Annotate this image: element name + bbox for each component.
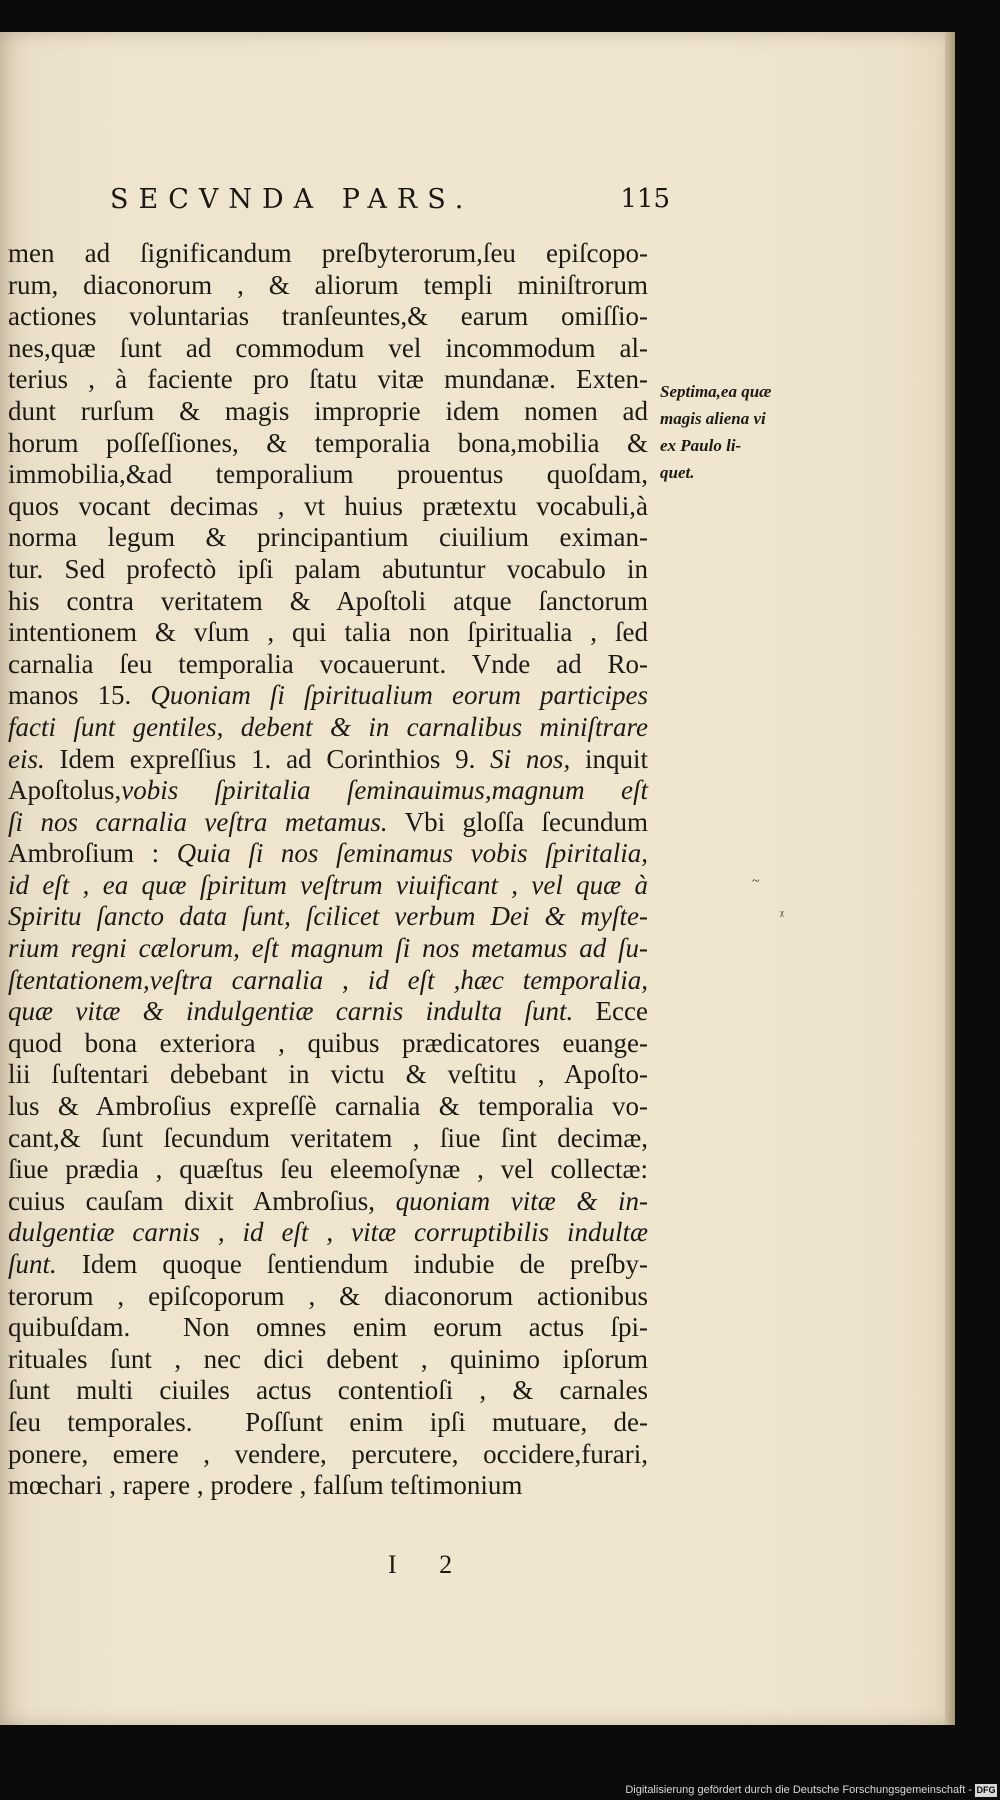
text-run: Apoſtolus,	[8, 775, 122, 806]
italic-quotation: ſtentationem,veſtra carnalia , id eſt ,hæc temporalia,	[8, 964, 648, 995]
text-run: Idem expreſſius 1. ad Corinthios 9.	[44, 743, 491, 774]
footer-bar	[0, 1782, 1000, 1800]
page-number: 115	[620, 184, 670, 214]
text-run: Ambroſium :	[8, 838, 177, 869]
text-run: quibuſdam. Non omnes enim eorum actus ſpi-	[8, 1312, 648, 1343]
text-line	[8, 933, 648, 965]
text-line	[8, 996, 648, 1028]
text-run: horum poſſeſſiones, & temporalia bona,mobilia &	[8, 427, 648, 458]
main-text-block	[8, 238, 648, 1502]
marginal-note-line: ex Paulo li-	[660, 436, 742, 455]
text-line	[8, 554, 648, 586]
text-line	[8, 364, 648, 396]
text-line	[8, 965, 648, 997]
text-line	[8, 680, 648, 712]
text-line	[8, 396, 648, 428]
running-title: SECVNDA PARS.	[110, 184, 474, 215]
text-line	[8, 1312, 648, 1344]
text-run: carnalia ſeu temporalia vocauerunt. Vnde ad Ro-	[8, 648, 648, 679]
text-line	[8, 1281, 648, 1313]
marginal-note	[660, 378, 820, 486]
text-line	[8, 1059, 648, 1091]
italic-quotation: rium regni cælorum, eſt magnum ſi nos metamus ad ſu-	[8, 933, 648, 964]
marginal-note-line: Septima,ea quæ	[660, 382, 772, 401]
text-run: tur. Sed profectò ipſi palam abutuntur vocabulo in	[8, 553, 648, 584]
text-run: lii ſuſtentari debebant in victu & veſtitu , Apoſto-	[8, 1059, 648, 1090]
signature-mark: I 2	[388, 1550, 471, 1579]
text-run: quos vocant decimas , vt huius prætextu vocabuli,à	[8, 490, 648, 521]
text-line	[8, 586, 648, 618]
text-line	[8, 238, 648, 270]
text-run: ſunt multi ciuiles actus contentioſi , & carnales	[8, 1375, 648, 1406]
italic-quotation: quæ vitæ & indulgentiæ carnis indulta ſunt.	[8, 996, 574, 1027]
text-line	[8, 838, 648, 870]
italic-quotation: quoniam vitæ & in-	[395, 1185, 648, 1216]
text-line	[8, 1375, 648, 1407]
book-page	[0, 32, 955, 1725]
text-line	[8, 1186, 648, 1218]
text-line	[8, 775, 648, 807]
text-line	[8, 522, 648, 554]
text-line	[8, 333, 648, 365]
text-line	[8, 807, 648, 839]
funding-credit: Digitalisierung gefördert durch die Deutsche Forschungsgemeinschaft -	[625, 1784, 972, 1796]
text-run: nes,quæ ſunt ad commodum vel incommodum al-	[8, 332, 648, 363]
text-line	[8, 428, 648, 460]
text-run: rum, diaconorum , & aliorum templi miniſtrorum	[8, 269, 648, 300]
running-head	[110, 184, 670, 224]
text-run: terorum , epiſcoporum , & diaconorum actionibus	[8, 1280, 648, 1311]
text-run: Idem quoque ſentiendum indubie de preſby-	[56, 1249, 648, 1279]
margin-mark: ᵡ	[780, 908, 784, 923]
text-line	[8, 1407, 648, 1439]
text-line	[8, 744, 648, 776]
text-line	[8, 1344, 648, 1376]
text-line	[8, 712, 648, 744]
italic-quotation: eis.	[8, 743, 45, 774]
text-line	[8, 1439, 648, 1471]
text-line	[8, 617, 648, 649]
italic-quotation: ſi nos carnalia veſtra metamus.	[8, 806, 388, 837]
text-run: Ecce	[573, 996, 648, 1027]
italic-quotation: Spiritu ſancto data ſunt, ſcilicet verbum Dei & myſte-	[8, 901, 648, 932]
text-run: dunt rurſum & magis improprie idem nomen ad	[8, 395, 648, 426]
italic-quotation: facti ſunt gentiles, debent & in carnalibus miniſtrare	[8, 711, 648, 742]
margin-mark: ~	[752, 874, 760, 889]
text-line	[8, 1028, 648, 1060]
text-line	[8, 1123, 648, 1155]
text-line	[8, 649, 648, 681]
italic-quotation: dulgentiæ carnis , id eſt , vitæ corruptibilis indultæ	[8, 1217, 648, 1248]
text-run: norma legum & principantium ciuilium eximan-	[8, 522, 648, 553]
text-run: cant,& ſunt ſecundum veritatem , ſiue ſint decimæ,	[8, 1122, 648, 1153]
text-line	[8, 270, 648, 302]
text-run: quod bona exteriora , quibus prædicatores euange-	[8, 1027, 648, 1058]
text-run: cuius cauſam dixit Ambroſius,	[8, 1185, 396, 1216]
italic-quotation: Quoniam ſi ſpiritualium eorum participes	[150, 680, 648, 711]
text-line	[8, 1470, 648, 1502]
text-run: intentionem & vſum , qui talia non ſpiritualia , ſed	[8, 617, 648, 648]
italic-quotation: vobis ſpiritalia ſeminauimus,magnum eſt	[121, 775, 648, 806]
italic-quotation: Si nos,	[490, 743, 571, 774]
text-line	[8, 459, 648, 491]
text-run: immobilia,&ad temporalium prouentus quoſdam,	[8, 459, 648, 490]
text-line	[8, 1249, 648, 1281]
text-line	[8, 1217, 648, 1249]
text-run: Vbi gloſſa ſecundum	[387, 806, 648, 837]
text-line	[8, 1091, 648, 1123]
text-run: actiones voluntarias tranſeuntes,& earum omiſſio-	[8, 301, 648, 332]
text-run: lus & Ambroſius expreſſè carnalia & temporalia vo-	[8, 1091, 648, 1122]
text-line	[8, 301, 648, 333]
marginal-note-line: magis aliena vi	[660, 409, 766, 428]
text-run: his contra veritatem & Apoſtoli atque ſanctorum	[8, 585, 648, 616]
text-line	[8, 1154, 648, 1186]
text-line	[8, 870, 648, 902]
text-run: rituales ſunt , nec dici debent , quinimo ipſorum	[8, 1343, 648, 1374]
text-run: mœchari , rapere , prodere , falſum teſtimonium	[8, 1470, 523, 1501]
text-run: men ad ſignificandum preſbyterorum,ſeu epiſcopo-	[8, 238, 648, 268]
text-run: inquit	[570, 743, 648, 774]
page-edge	[945, 32, 955, 1725]
italic-quotation: id eſt , ea quæ ſpiritum veſtrum viuificant , vel quæ à	[8, 869, 648, 900]
marginal-note-line: quet.	[660, 463, 695, 482]
text-line	[8, 901, 648, 933]
italic-quotation: ſunt.	[8, 1249, 57, 1279]
text-run: ſiue prædia , quæſtus ſeu eleemoſynæ , vel collectæ:	[8, 1154, 648, 1185]
text-run: manos 15.	[8, 680, 151, 711]
text-run: ponere, emere , vendere, percutere, occidere,furari,	[8, 1438, 648, 1469]
text-run: terius , à faciente pro ſtatu vitæ mundanæ. Exten-	[8, 364, 648, 395]
text-run: ſeu temporales. Poſſunt enim ipſi mutuare, de-	[8, 1406, 648, 1437]
text-line	[8, 491, 648, 523]
italic-quotation: Quia ſi nos ſeminamus vobis ſpiritalia,	[176, 838, 649, 869]
dfg-logo-icon: DFG	[976, 1785, 996, 1795]
